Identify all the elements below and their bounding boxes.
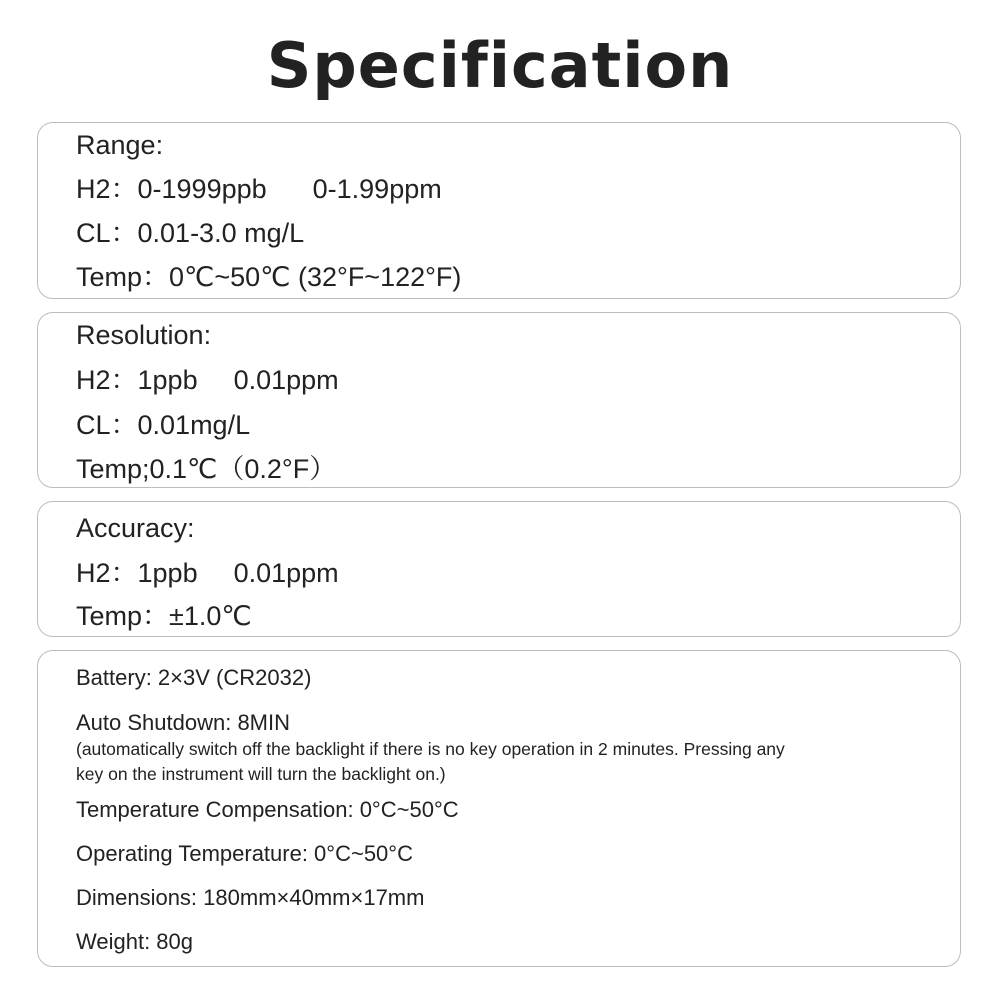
range-h2-row [76,173,442,205]
accuracy-heading: Accuracy: [76,513,195,543]
accuracy-h2-label: H2： [76,558,138,588]
range-h2-label: H2： [76,174,138,204]
accuracy-h2-ppm: 0.01ppm [233,558,339,588]
range-heading: Range: [76,130,164,160]
accuracy-temp-label: Temp： [76,601,170,631]
range-temp-value: 0℃~50℃ (32°F~122°F) [169,262,462,292]
resolution-panel [37,312,961,488]
accuracy-h2-ppb: 1ppb [137,558,198,588]
range-cl-label: CL： [76,218,138,248]
battery-line: Battery: 2×3V (CR2032) [76,665,312,690]
general-spec-panel [37,650,961,967]
accuracy-temp-value: ±1.0℃ [169,601,252,631]
range-cl-row [76,217,304,249]
accuracy-h2-row [76,557,339,589]
weight-line: Weight: 80g [76,929,194,954]
resolution-h2-row [76,364,339,396]
auto-shutdown-note-line-1: (automatically switch off the backlight if there is no key operation in 2 minutes. Pressing any [76,739,785,759]
auto-shutdown-note-line-2: key on the instrument will turn the backlight on.) [76,764,446,784]
range-temp-label: Temp： [76,262,170,292]
range-h2-ppb: 0-1999ppb [137,174,267,204]
resolution-h2-ppm: 0.01ppm [233,365,339,395]
resolution-h2-label: H2： [76,365,138,395]
accuracy-temp-row [76,600,252,632]
range-h2-ppm: 0-1.99ppm [312,174,442,204]
operating-temp-line: Operating Temperature: 0°C~50°C [76,841,413,866]
resolution-heading: Resolution: [76,320,212,350]
resolution-cl-row [76,409,250,441]
resolution-h2-ppb: 1ppb [137,365,198,395]
range-cl-value: 0.01-3.0 mg/L [137,218,305,248]
resolution-temp-row: Temp;0.1℃（0.2°F） [76,454,337,484]
resolution-cl-value: 0.01mg/L [137,410,251,440]
range-panel [37,122,961,299]
resolution-cl-label: CL： [76,410,138,440]
page-title: Specification [266,29,734,102]
auto-shutdown-line: Auto Shutdown: 8MIN [76,710,291,735]
accuracy-panel [37,501,961,637]
dimensions-line: Dimensions: 180mm×40mm×17mm [76,885,425,910]
range-temp-row [76,261,461,293]
temp-compensation-line: Temperature Compensation: 0°C~50°C [76,797,459,822]
